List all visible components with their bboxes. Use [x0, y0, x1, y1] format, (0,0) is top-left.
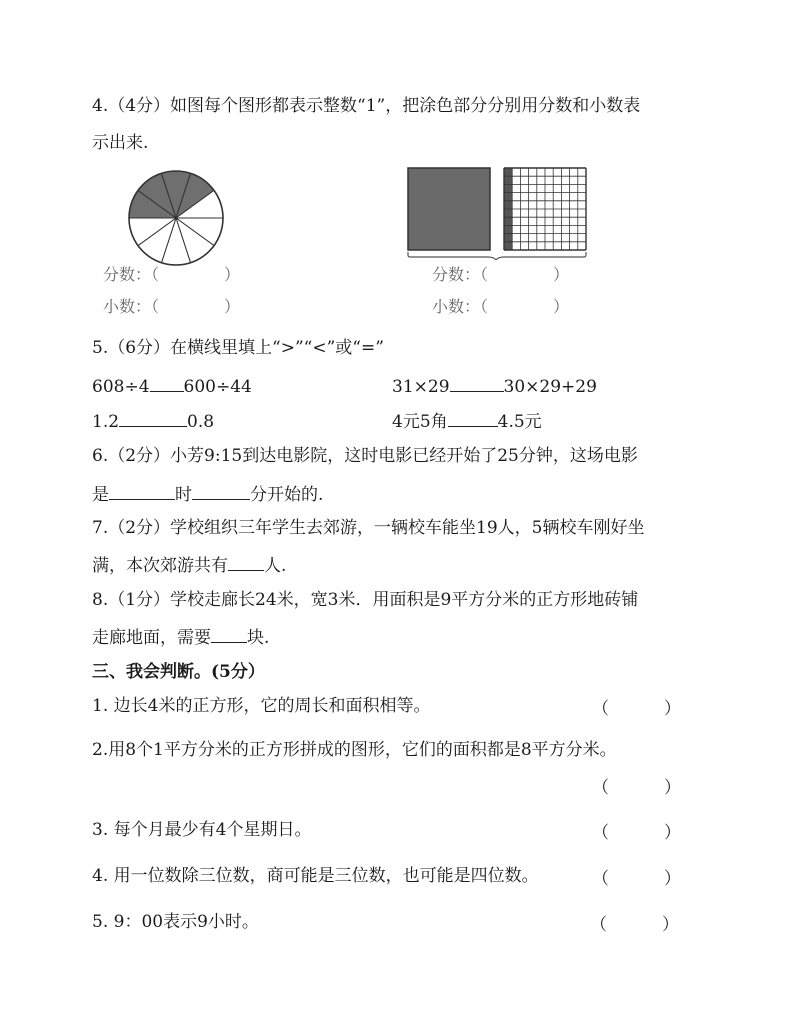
judge-item-2: 2.用8个1平方分米的正方形拼成的图形，它们的面积都是8平方分米。: [92, 740, 617, 760]
judge-item-1: 1. 边长4米的正方形，它的周长和面积相等。: [92, 696, 431, 716]
q8-text-line2: [92, 624, 269, 650]
judge-paren-2-open[interactable]: （: [592, 778, 609, 798]
judge-paren-3-close: ）: [664, 823, 681, 843]
q4-text-line1: 4.（4分）如图每个图形都表示整数“1”，把涂色部分分别用分数和小数表: [92, 96, 641, 116]
circle-figure: [126, 168, 226, 268]
q6-minute-unit: 分开始的.: [250, 485, 324, 505]
q8-prefix: 走廊地面，需要: [92, 628, 211, 648]
q5-item-1: [92, 373, 252, 399]
judge-item-5: 5. 9：00表示9小时。: [92, 912, 259, 932]
q5-item-4-right: 4.5元: [497, 412, 542, 432]
circle-fraction-close: ）: [224, 265, 241, 284]
judge-paren-1-close: ）: [664, 699, 681, 719]
judge-paren-3-open[interactable]: （: [592, 823, 609, 843]
q5-item-1-left: 608÷4: [92, 377, 150, 397]
square-figures: [402, 164, 602, 260]
judge-paren-4-open[interactable]: （: [592, 869, 609, 889]
circle-decimal-label: 小数：（: [103, 297, 160, 316]
square-decimal-label: 小数：（: [432, 297, 489, 316]
judge-paren-5-close: ）: [662, 915, 679, 935]
q6-text-line2: [92, 481, 323, 507]
q7-text-line1: 7.（2分）学校组织三年学生去郊游，一辆校车能坐19人，5辆校车刚好坐: [92, 518, 645, 538]
q6-hour-unit: 时: [175, 485, 192, 505]
q7-blank[interactable]: [228, 552, 264, 571]
brace: [408, 252, 586, 260]
q6-hour-blank[interactable]: [109, 481, 175, 500]
judge-item-4: 4. 用一位数除三位数，商可能是三位数，也可能是四位数。: [92, 866, 539, 886]
circle-decimal-close: ）: [224, 297, 241, 316]
judge-item-3: 3. 每个月最少有4个星期日。: [92, 820, 312, 840]
q5-blank-3[interactable]: [119, 408, 187, 427]
q8-text-line1: 8.（1分）学校走廊长24米，宽3米．用面积是9平方分米的正方形地砖铺: [92, 590, 639, 610]
q5-item-4-left: 4元5角: [392, 412, 448, 432]
q6-prefix: 是: [92, 485, 109, 505]
circle-fraction-label: 分数：（: [103, 265, 160, 284]
section3-title: 三、我会判断。(5分）: [92, 662, 265, 682]
full-shaded-square: [408, 168, 490, 250]
q7-text-line2: [92, 552, 286, 578]
q7-prefix: 满，本次郊游共有: [92, 556, 228, 576]
square-fraction-label: 分数：（: [432, 265, 489, 284]
q5-blank-1[interactable]: [150, 373, 184, 392]
q5-item-1-right: 600÷44: [183, 377, 252, 397]
square-decimal-close: ）: [553, 297, 570, 316]
q8-blank[interactable]: [211, 624, 247, 643]
q5-item-3: [92, 408, 214, 434]
judge-paren-2-close: ）: [664, 778, 681, 798]
hundred-grid: [504, 168, 586, 250]
q7-suffix: 人.: [264, 556, 287, 576]
q5-blank-2[interactable]: [450, 373, 504, 392]
judge-paren-1-open[interactable]: （: [592, 699, 609, 719]
q5-title: 5.（6分）在横线里填上“>”“<”或“=”: [92, 338, 384, 358]
q5-item-4: [392, 408, 542, 434]
q5-item-3-left: 1.2: [92, 412, 120, 432]
square-fraction-close: ）: [553, 265, 570, 284]
q5-item-3-right: 0.8: [187, 412, 215, 432]
judge-paren-4-close: ）: [664, 869, 681, 889]
q5-blank-4[interactable]: [448, 408, 498, 427]
judge-paren-5-open[interactable]: （: [590, 915, 607, 935]
q5-item-2-left: 31×29: [392, 377, 450, 397]
q8-suffix: 块.: [247, 628, 270, 648]
q6-minute-blank[interactable]: [192, 481, 250, 500]
q5-item-2: [392, 373, 597, 399]
q6-text-line1: 6.（2分）小芳9:15到达电影院，这时电影已经开始了25分钟，这场电影: [92, 446, 638, 466]
q4-text-line2: 示出来.: [92, 133, 149, 153]
q5-item-2-right: 30×29+29: [503, 377, 597, 397]
